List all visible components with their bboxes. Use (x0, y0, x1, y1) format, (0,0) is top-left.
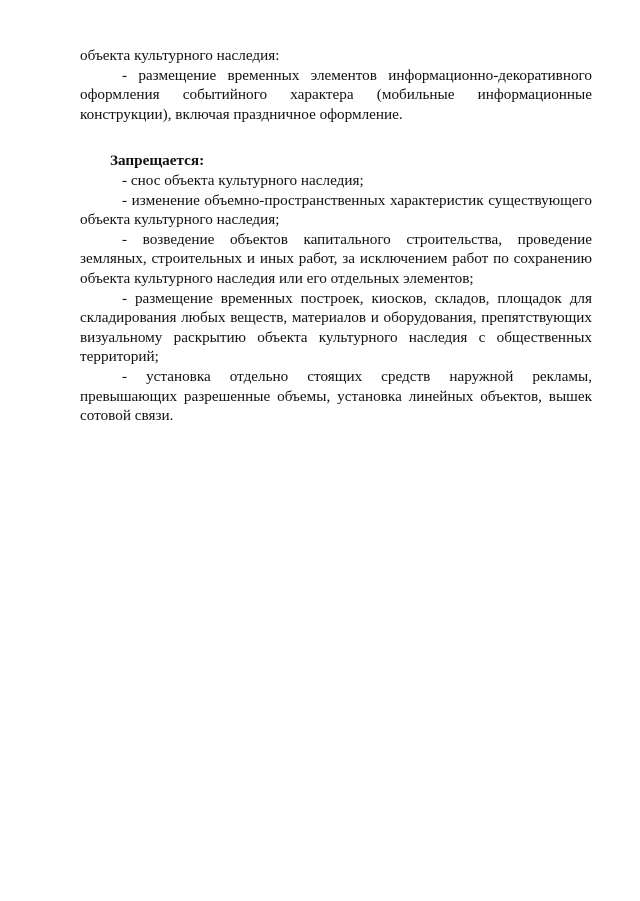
prohibited-item-temporary-structures: - размещение временных построек, киосков, складов, площадок для складирования любых веществ, материалов и оборудования, препятствующих визуальному раскрытию объекта культурного наследия с общественных территорий; (80, 289, 592, 366)
section-gap (80, 124, 592, 151)
prohibited-item-advertising: - установка отдельно стоящих средств наружной рекламы, превышающих разрешенные объемы, установка линейных объектов, вышек сотовой связи. (80, 367, 592, 425)
document-page (80, 46, 592, 426)
prohibited-item-volume-change: - изменение объемно-пространственных характеристик существующего объекта культурного наследия; (80, 191, 592, 229)
continuation-line: объекта культурного наследия: (80, 47, 280, 64)
prohibited-item-construction: - возведение объектов капитального строительства, проведение земляных, строительных и иных работ, за исключением работ по сохранению объекта культурного наследия или его отдельных элементов; (80, 230, 592, 287)
allowed-item-temporary-decor: - размещение временных элементов информационно-декоративного оформления событийного характера (мобильные информационные конструкции), включая праздничное оформление. (80, 66, 592, 123)
prohibited-item-demolition: - снос объекта культурного наследия; (122, 171, 364, 189)
prohibited-heading: Запрещается: (110, 152, 205, 170)
